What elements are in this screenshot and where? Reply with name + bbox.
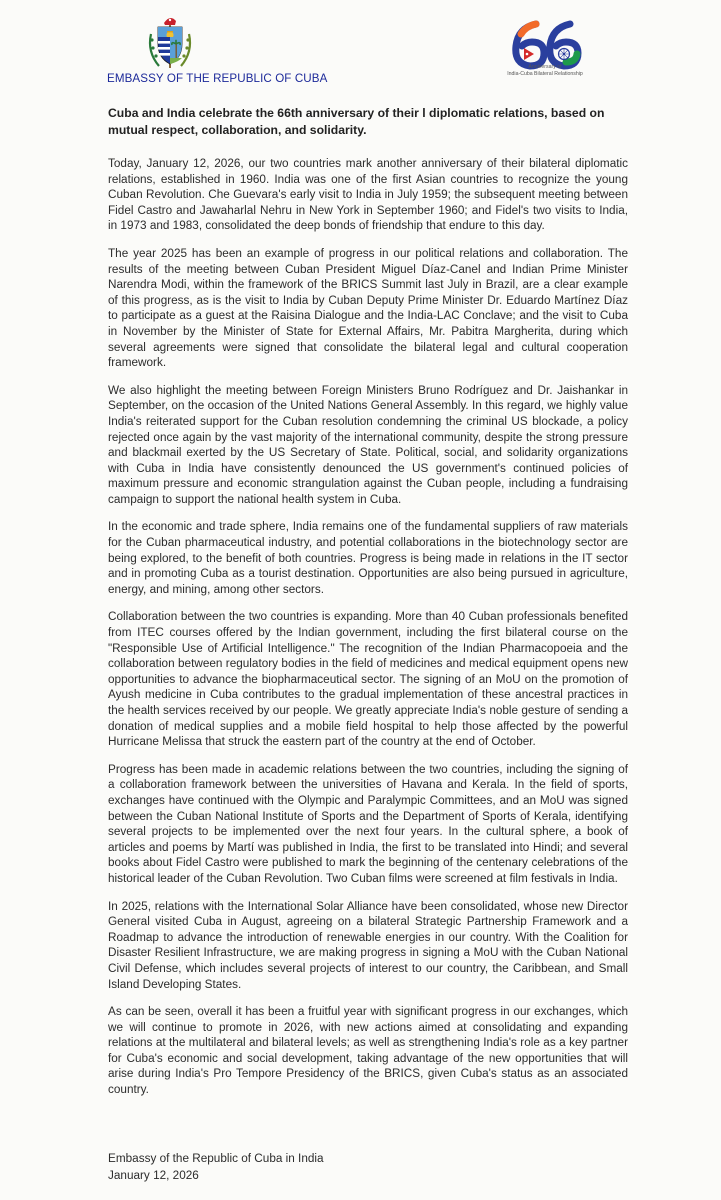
paragraph: Collaboration between the two countries is expanding. More than 40 Cuban professionals benefited from ITEC courses offered by the Indian government, including the first bilateral course on the "Responsible Use of Artificial Intelligence." The recognition of the Indian Pharmacopoeia and the collaboration between regulatory bodies in the field of medicines and medical equipment opens new opportunities to advance the biopharmaceutical sector. The signing of an MoU on the promotion of Ayush medicine in Cuba contributes to the gradual implementation of these ancestral practices in the health services received by our people. We greatly appreciate India's noble gesture of sending a donation of medical supplies and a mobile field hospital to help those affected by the powerful Hurricane Melissa that struck the eastern part of the country at the end of October. (108, 610, 628, 749)
document-headline: Cuba and India celebrate the 66th anniversary of their l diplomatic relations, based on mutual respect, collaboration, and solidarity. (108, 106, 605, 137)
paragraph: In the economic and trade sphere, India remains one of the fundamental suppliers of raw materials for the Cuban pharmaceutical industry, and potential collaborations in the biotechnology sector are being explored, to the benefit of both countries. Progress is being made in relations in the IT sector and in promoting Cuba as a tourist destination. Opportunities are also being pursued in agriculture, energy, and mining, among other sectors. (108, 520, 628, 596)
logo-caption-line1: Anniversary of (528, 64, 562, 70)
anniversary-logo-caption (480, 64, 610, 77)
cuba-coat-of-arms-icon (145, 14, 195, 72)
paragraph: In 2025, relations with the International Solar Alliance have been consolidated, whose new Director General visited Cuba in August, agreeing on a bilateral Strategic Partnership Framework and a Roadmap to advance the introduction of renewable energies in our country. With the Coalition for Disaster Resilient Infrastructure, we are making progress in signing a MoU with the Cuban National Civil Defense, which includes several projects of interest to our country, the Caribbean, and Small Island Developing States. (108, 899, 628, 991)
paragraph: We also highlight the meeting between Foreign Ministers Bruno Rodríguez and Dr. Jaishankar in September, on the occasion of the United Nations General Assembly. In this regard, we highly value India's reiterated support for the Cuban resolution condemning the criminal US blockade, a policy rejected once again by the vast majority of the international community, despite the strong pressure and blackmail exerted by the US Secretary of State. Political, social, and solidarity organizations with Cuba in India have consistently denounced the US government's continued policies of maximum pressure and economic strangulation against the Cuban people, including a fundraising campaign to support the national health system in Cuba. (108, 383, 628, 506)
logo-caption-line2: India-Cuba Bilateral Relationship (507, 70, 583, 77)
letterhead (0, 0, 721, 100)
signature-organization: Embassy of the Republic of Cuba in India (108, 1152, 324, 1165)
signature-date: January 12, 2026 (108, 1168, 199, 1182)
paragraph: Today, January 12, 2026, our two countries mark another anniversary of their bilateral diplomatic relations, established in 1960. India was one of the first Asian countries to recognize the young Cuban Revolution. Che Guevara's early visit to India in July 1959; the subsequent meeting between Fidel Castro and Jawaharlal Nehru in New York in September 1960; and Fidel's two visits to India, in 1973 and 1983, consolidated the deep bonds of friendship that endure to this day. (108, 157, 628, 233)
paragraph: As can be seen, overall it has been a fruitful year with significant progress in our exchanges, which we will continue to promote in 2026, with new actions aimed at consolidating and expanding relations at the multilateral and bilateral levels; as well as strengthening India's role as a key partner for Cuba's economic and social development, taking advantage of the new opportunities that will arise during India's Pro Tempore Presidency of the BRICS, given Cuba's status as an associated country. (108, 1005, 628, 1097)
embassy-name: EMBASSY OF THE REPUBLIC OF CUBA (107, 72, 328, 85)
paragraph: Progress has been made in academic relations between the two countries, including the signing of a collaboration framework between the universities of Havana and Kerala. In the field of sports, exchanges have continued with the Olympic and Paralympic Committees, and an MoU was signed between the Cuban National Institute of Sports and the Department of Sports of Kerala, identifying several projects to be implemented over the next four years. In the cultural sphere, a book of articles and poems by Martí was published in India, the first to be translated into Hindi; and several books about Fidel Castro were published to mark the beginning of the centenary celebrations of the historical leader of the Cuban Revolution. Two Cuban films were screened at film festivals in India. (108, 762, 628, 885)
document-body (108, 156, 628, 1110)
signature-block (108, 1151, 324, 1184)
anniversary-66-logo-icon (500, 20, 590, 90)
paragraph: The year 2025 has been an example of progress in our political relations and collaboration. The results of the meeting between Cuban President Miguel Díaz-Canel and Indian Prime Minister Narendra Modi, within the framework of the BRICS Summit last July in Brazil, are a clear example of this progress, as is the visit to India by Cuban Deputy Prime Minister Dr. Eduardo Martínez Díaz to participate as a guest at the Raisina Dialogue and the India-LAC Conclave; and the visit to Cuba in November by the Minister of State for External Affairs, Mr. Pabitra Margherita, during which several agreements were signed that consolidate the bilateral legal and cultural cooperation framework. (108, 246, 628, 370)
